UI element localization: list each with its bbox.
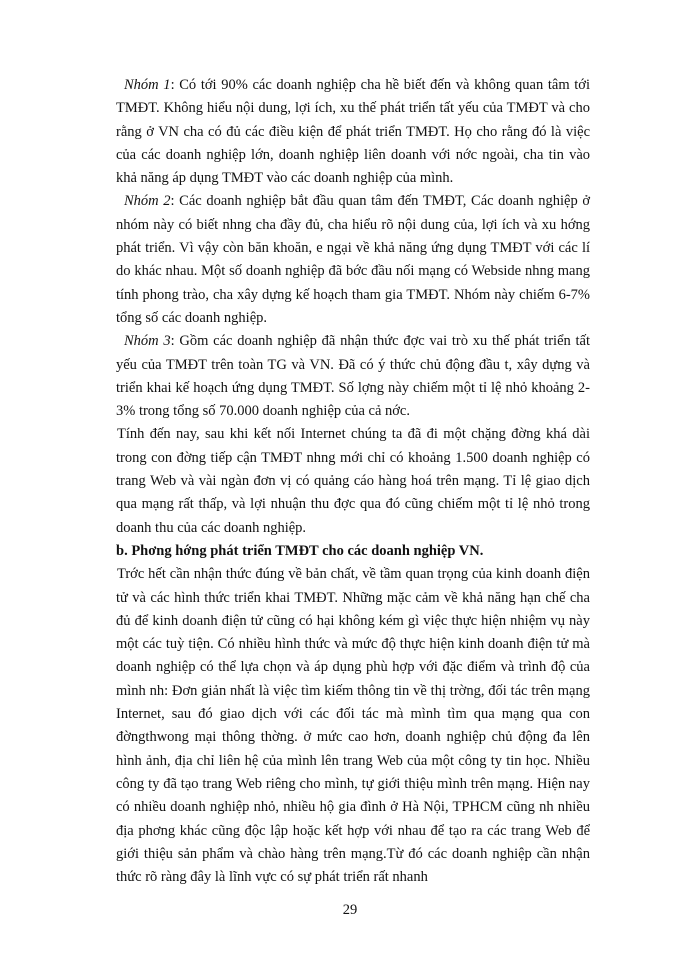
paragraph-final [116,563,590,889]
document-page [116,74,590,889]
paragraph-group-3 [116,330,590,423]
summary-text: Tính đến nay, sau khi kết nối Internet chúng ta đã đi một chặng đờng khá dài trong con đờng tiếp cận TMĐT nhng mới chỉ có khoảng 1.500 doanh nghiệp có trang Web và vài ngàn đơn vị có quảng cáo hàng hoá trên mạng. Tỉ lệ giao dịch qua mạng rất thấp, và lợi nhuận thu đợc qua đó cũng chiếm một tỉ lệ nhỏ trong doanh thu của các doanh nghiệp. [116,426,590,536]
paragraph-summary [116,423,590,539]
paragraph-group-1 [116,74,590,190]
group-1-label: Nhóm 1 [124,77,171,93]
group-3-text: : Gồm các doanh nghiệp đã nhận thức đợc vai trò xu thế phát triển tất yếu của TMĐT trên toàn TG và VN. Đã có ý thức chủ động đầu t, xây dựng và triển khai kế hoạch ứng dụng TMĐT. Số lợng này chiếm một tỉ lệ nhỏ khoảng 2-3% trong tổng số 70.000 doanh nghiệp của cả nớc. [116,333,590,420]
group-3-label: Nhóm 3 [124,333,171,350]
page-number: 29 [342,902,358,918]
section-heading: b. Phơng hớng phát triển TMĐT cho các doanh nghiệp VN. [116,542,484,559]
group-1-text: : Có tới 90% các doanh nghiệp cha hề biết đến và không quan tâm tới TMĐT. Không hiểu nội dung, lợi ích, xu thế phát triển tất yếu của TMĐT và cho rằng ở VN cha có đủ các điều kiện để phát triển TMĐT. Họ cho rằng đó là việc của các doanh nghiệp lớn, doanh nghiệp liên doanh với nớc ngoài, cha tin vào khả năng áp dụng TMĐT vào các doanh nghiệp của mình. [116,77,590,187]
group-2-text: : Các doanh nghiệp bắt đầu quan tâm đến TMĐT, Các doanh nghiệp ở nhóm này có biết nhng cha đầy đủ, cha hiểu rõ nội dung của, lợi ích và xu hớng phát triển. Vì vậy còn băn khoăn, e ngại về khả năng ứng dụng TMĐT với các lí do khác nhau. Một số doanh nghiệp đã bớc đầu nối mạng có Webside nhng mang tính phong trào, cha xây dựng kế hoạch tham gia TMĐT. Nhóm này chiếm 6-7% tổng số các doanh nghiệp. [116,193,590,326]
group-2-label: Nhóm 2 [124,193,171,210]
final-text: Trớc hết cần nhận thức đúng về bản chất, về tầm quan trọng của kinh doanh điện tử và các hình thức triển khai TMĐT. Những mặc cảm về khả năng hạn chế cha đủ để kinh doanh điện tử cũng có hại không kém gì việc thực hiện nhiệm vụ này một các tuỳ tiện. Có nhiều hình thức và mức độ thực hiện kinh doanh điện tử mà doanh nghiệp có thể lựa chọn và áp dụng phù hợp với đặc điểm và trình độ của mình nh: Đơn giản nhất là việc tìm kiếm thông tin về thị trờng, đối tác trên mạng Internet, sau đó giao dịch với các đối tác mà mình tìm qua mạng qua con đờngthwong mại thông thờng. ở mức cao hơn, doanh nghiệp chủ động đa lên hình ảnh, địa chỉ liên hệ của mình lên trang Web của một công ty tin học. Nhiều công ty đã tạo trang Web riêng cho mình, tự giới thiệu mình trên mạng. Hiện nay có nhiều doanh nghiệp nhỏ, nhiều hộ gia đình ở Hà Nội, TPHCM cũng nh nhiều địa phơng khác cũng độc lập hoặc kết hợp với nhau để tạo ra các trang Web để giới thiệu sản phẩm và chào hàng trên mạng.Từ đó các doanh nghiệp cần nhận thức rõ ràng đây là lĩnh vực có sự phát triển rất nhanh [116,566,590,886]
paragraph-group-2 [116,190,590,330]
